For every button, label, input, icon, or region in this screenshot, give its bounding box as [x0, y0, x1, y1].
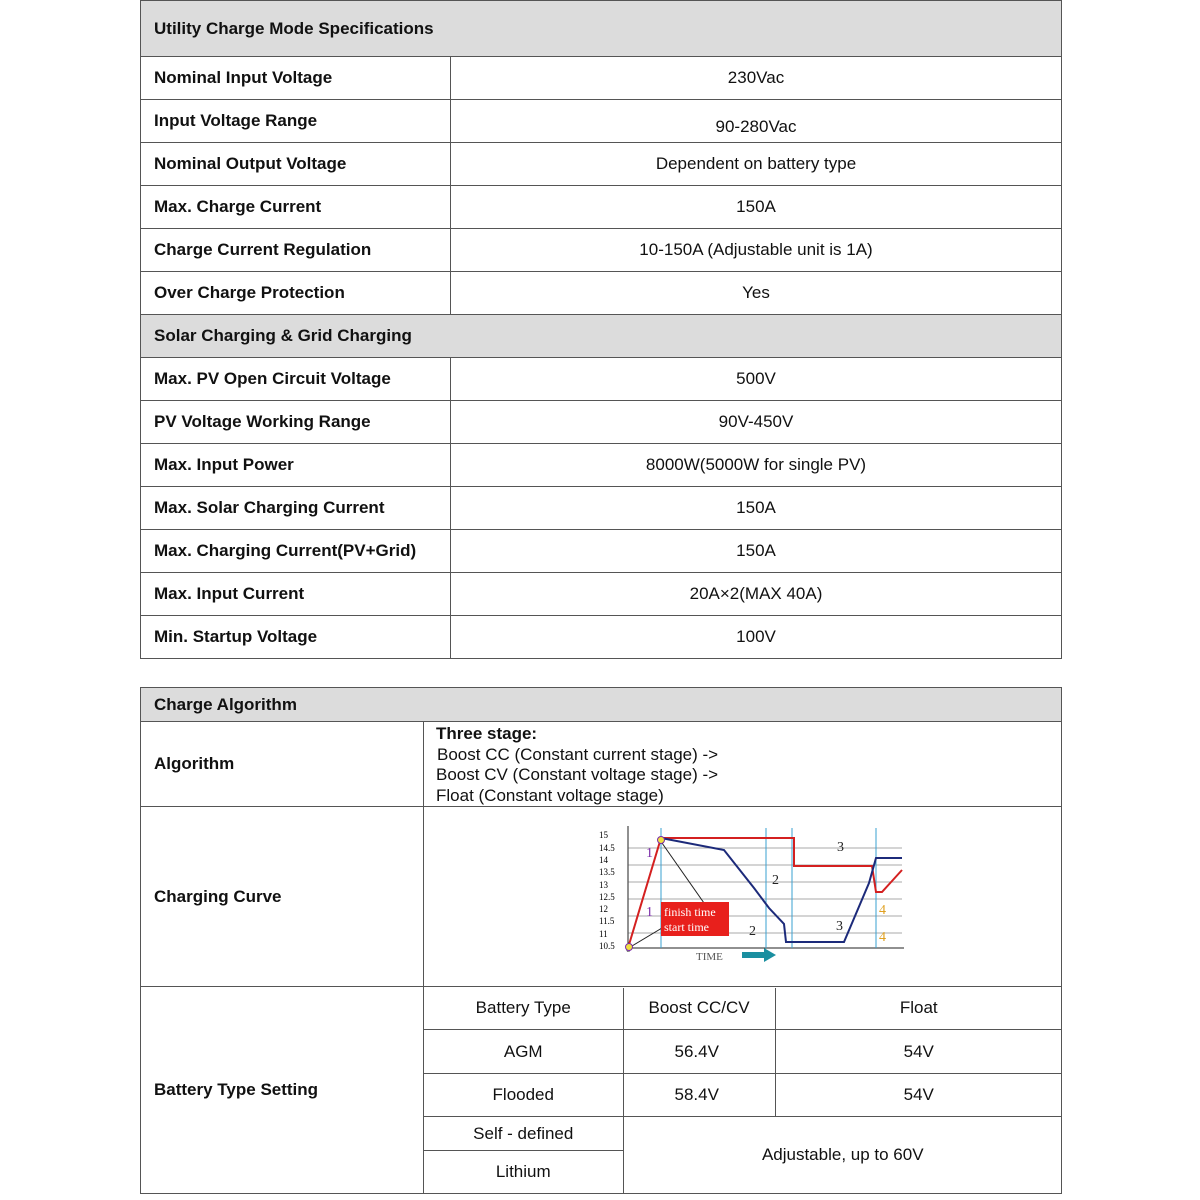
section-title: Utility Charge Mode Specifications: [141, 1, 1062, 57]
spec-label: Max. PV Open Circuit Voltage: [141, 358, 451, 401]
y-tick: 13: [599, 879, 608, 890]
float-voltage: 54V: [775, 1074, 1062, 1117]
stage-label: 3: [836, 918, 843, 934]
algorithm-heading: Three stage:: [436, 724, 538, 743]
spec-row: [141, 444, 1062, 487]
spec-label: Max. Charging Current(PV+Grid): [141, 530, 451, 573]
algorithm-row: [141, 722, 1062, 807]
start-marker: [626, 943, 633, 950]
y-tick: 10.5: [599, 940, 615, 951]
section-header-utility: [141, 1, 1062, 57]
finish-time-label: finish time: [664, 904, 716, 919]
stage-label: 4: [879, 929, 886, 945]
charge-algorithm-table: [140, 687, 1062, 1194]
spec-label: Max. Solar Charging Current: [141, 487, 451, 530]
section-header-algorithm: [141, 688, 1062, 722]
y-tick: 13.5: [599, 866, 615, 877]
battery-row: [424, 1074, 1062, 1117]
spec-row: [141, 616, 1062, 659]
boost-header: Boost CC/CV: [623, 988, 775, 1030]
spec-row: [141, 358, 1062, 401]
y-tick: 15: [599, 829, 608, 840]
y-tick: 11.5: [599, 915, 615, 926]
algorithm-description: [424, 722, 1062, 807]
spec-value: 230Vac: [451, 57, 1062, 100]
y-axis-ticks: [599, 830, 615, 951]
spec-value: 20A×2(MAX 40A): [451, 573, 1062, 616]
battery-type-cell: [424, 987, 1062, 1194]
charging-curve-cell: [424, 807, 1062, 987]
charging-curve-label: Charging Curve: [141, 807, 424, 987]
stage-label: 1: [646, 904, 653, 920]
y-tick: 14: [599, 854, 608, 865]
finish-time-pointer: [662, 843, 704, 903]
battery-type-table: [424, 988, 1062, 1193]
battery-type-header: Battery Type: [424, 988, 623, 1030]
algorithm-step: Boost CV (Constant voltage stage) ->: [436, 765, 719, 784]
charging-curve-figure: [424, 808, 1060, 986]
algorithm-step: Boost CC (Constant current stage) ->: [437, 744, 719, 764]
spec-label: Nominal Input Voltage: [141, 57, 451, 100]
battery-type-name: Flooded: [424, 1074, 623, 1117]
spec-value: 150A: [451, 487, 1062, 530]
finish-marker: [658, 836, 665, 843]
battery-type-name: Lithium: [424, 1151, 623, 1193]
battery-row: [424, 1030, 1062, 1074]
spec-value: 8000W(5000W for single PV): [451, 444, 1062, 487]
stage-label: 2: [749, 923, 756, 939]
time-arrow: [742, 948, 776, 962]
y-tick: 11: [599, 928, 608, 939]
battery-header-row: [424, 988, 1062, 1030]
battery-type-label: Battery Type Setting: [141, 987, 424, 1194]
stage-label: 3: [837, 839, 844, 855]
y-tick: 12: [599, 903, 608, 914]
spec-value: Yes: [451, 272, 1062, 315]
stage-label: 2: [772, 872, 779, 888]
charging-curve-row: [141, 807, 1062, 987]
battery-type-row: [141, 987, 1062, 1194]
algorithm-step: Float (Constant voltage stage): [436, 785, 664, 805]
spec-value: Dependent on battery type: [451, 143, 1062, 186]
spec-value: 500V: [451, 358, 1062, 401]
spec-label: Max. Charge Current: [141, 186, 451, 229]
spec-value: 10-150A (Adjustable unit is 1A): [451, 229, 1062, 272]
battery-type-name: Self - defined: [424, 1117, 623, 1151]
float-header: Float: [775, 988, 1062, 1030]
y-tick: 12.5: [599, 891, 615, 902]
spec-label: Input Voltage Range: [141, 100, 451, 143]
spec-row: [141, 487, 1062, 530]
spec-label: Charge Current Regulation: [141, 229, 451, 272]
spec-row: [141, 573, 1062, 616]
spec-label: Min. Startup Voltage: [141, 616, 451, 659]
spec-row: [141, 272, 1062, 315]
spec-row: [141, 530, 1062, 573]
spec-label: Max. Input Power: [141, 444, 451, 487]
spec-value: 90V-450V: [451, 401, 1062, 444]
spec-value: 150A: [451, 530, 1062, 573]
boost-voltage: 58.4V: [623, 1074, 775, 1117]
stage-label: 4: [879, 902, 886, 918]
y-tick: 14.5: [599, 842, 615, 853]
spec-row: [141, 100, 1062, 143]
spec-row: [141, 143, 1062, 186]
spec-label: Over Charge Protection: [141, 272, 451, 315]
section-title: Solar Charging & Grid Charging: [141, 315, 1062, 358]
boost-voltage: 56.4V: [623, 1030, 775, 1074]
section-title: Charge Algorithm: [141, 688, 1062, 722]
stage-label: 1: [646, 845, 653, 861]
spec-label: Max. Input Current: [141, 573, 451, 616]
spec-row: [141, 186, 1062, 229]
spec-row: [141, 229, 1062, 272]
spec-label: Nominal Output Voltage: [141, 143, 451, 186]
adjustable-value: Adjustable, up to 60V: [623, 1117, 1062, 1193]
spec-value: 100V: [451, 616, 1062, 659]
spec-value: 90-280Vac: [451, 100, 1062, 143]
start-time-label: start time: [664, 919, 709, 934]
spec-label: PV Voltage Working Range: [141, 401, 451, 444]
battery-row: [424, 1117, 1062, 1151]
algorithm-label: Algorithm: [141, 722, 424, 807]
float-voltage: 54V: [775, 1030, 1062, 1074]
spec-row: [141, 57, 1062, 100]
battery-type-name: AGM: [424, 1030, 623, 1074]
specifications-table: [140, 0, 1062, 659]
spec-value: 150A: [451, 186, 1062, 229]
section-header-solar: [141, 315, 1062, 358]
spec-row: [141, 401, 1062, 444]
time-axis-label: TIME: [696, 950, 723, 963]
